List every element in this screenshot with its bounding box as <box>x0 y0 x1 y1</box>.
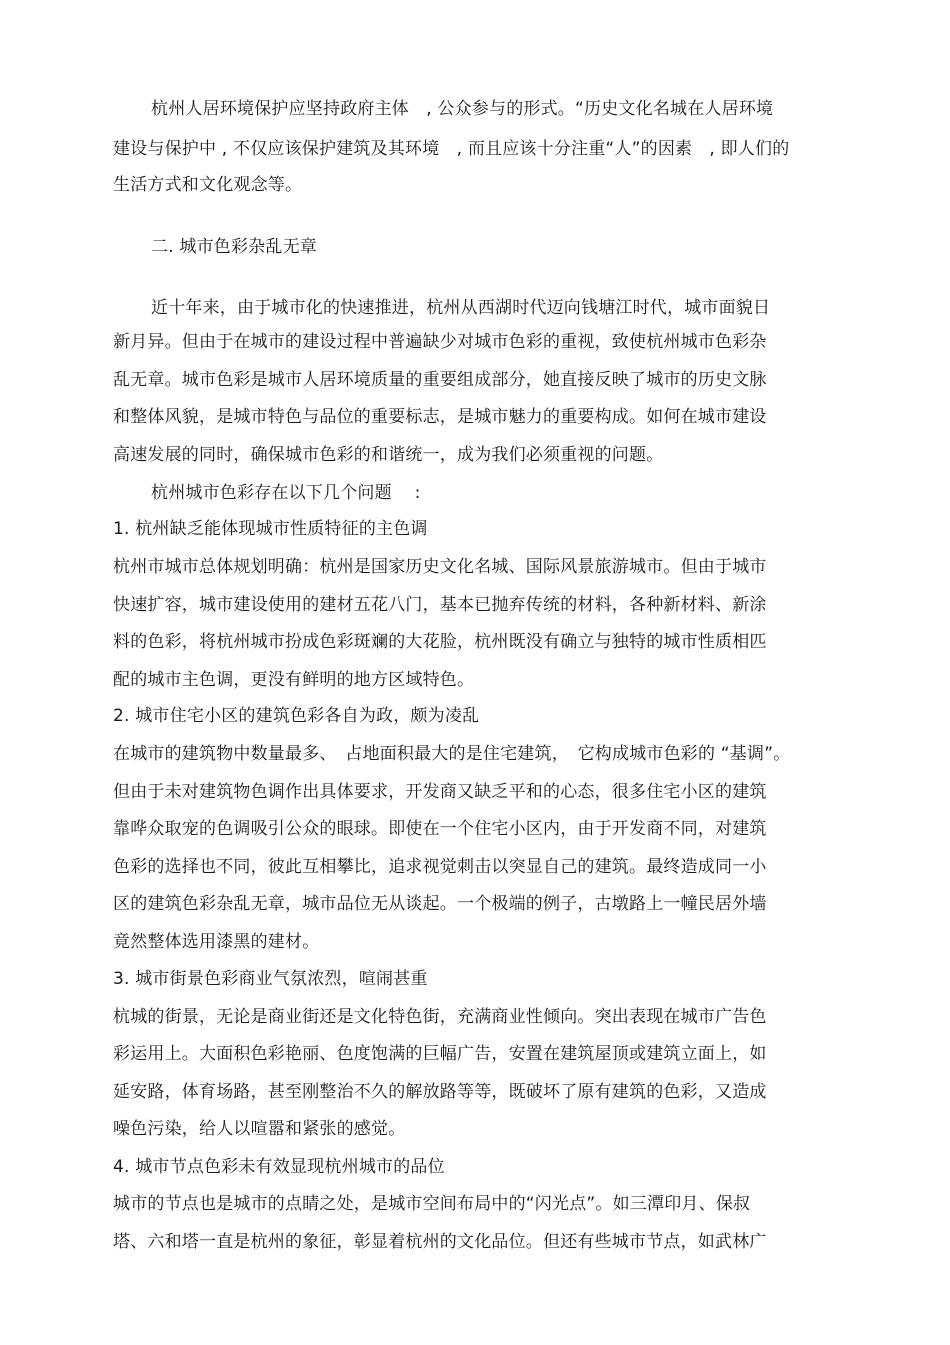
text-line: 城市的节点也是城市的点睛之处，是城市空间布局中的“闪光点”。如三潭印月、保叔 <box>113 1194 751 1214</box>
text-line: 色彩的选择也不同，彼此互相攀比，追求视觉刺击以突显自己的建筑。最终造成同一小 <box>113 857 767 877</box>
text-line: 快速扩容，城市建设使用的建材五花八门，基本已抛弃传统的材料，各种新材料、新涂 <box>113 595 767 615</box>
text-line: 近十年来，由于城市化的快速推进，杭州从西湖时代迈向钱塘江时代，城市面貌日 <box>151 298 771 318</box>
list-heading: 1. 杭州缺乏能体现城市性质特征的主色调 <box>113 519 428 539</box>
text-line: 杭州城市色彩存在以下几个问题 : <box>151 483 421 503</box>
text-line: 杭州市城市总体规划明确：杭州是国家历史文化名城、国际风景旅游城市。但由于城市 <box>113 557 767 577</box>
text-line: 靠哗众取宠的色调吸引公众的眼球。即使在一个住宅小区内，由于开发商不同，对建筑 <box>113 819 767 839</box>
text-line: 和整体风貌，是城市特色与品位的重要标志，是城市魅力的重要构成。如何在城市建设 <box>113 407 767 427</box>
text-line: 杭州人居环境保护应坚持政府主体 , 公众参与的形式。“历史文化名城在人居环境 <box>151 99 774 119</box>
list-heading: 3. 城市街景色彩商业气氛浓烈，喧闹甚重 <box>113 969 428 989</box>
list-heading: 2. 城市住宅小区的建筑色彩各自为政，颇为凌乱 <box>113 706 480 726</box>
text-line: 杭城的街景，无论是商业街还是文化特色街，充满商业性倾向。突出表现在城市广告色 <box>113 1007 767 1027</box>
text-line: 在城市的建筑物中数量最多、 占地面积最大的是住宅建筑， 它构成城市色彩的 “基调”。 <box>113 744 791 764</box>
text-line: 区的建筑色彩杂乱无章，城市品位无从谈起。一个极端的例子，古墩路上一幢民居外墙 <box>113 894 767 914</box>
text-line: 料的色彩，将杭州城市扮成色彩斑斓的大花脸，杭州既没有确立与独特的城市性质相匹 <box>113 632 767 652</box>
text-line: 噪色污染，给人以喧嚣和紧张的感觉。 <box>113 1119 406 1139</box>
section-heading: 二. 城市色彩杂乱无章 <box>151 237 318 257</box>
text-line: 但由于未对建筑物色调作出具体要求，开发商又缺乏平和的心态，很多住宅小区的建筑 <box>113 782 767 802</box>
text-line: 生活方式和文化观念等。 <box>113 175 303 195</box>
text-line: 延安路，体育场路，甚至刚整治不久的解放路等等，既破坏了原有建筑的色彩，又造成 <box>113 1082 767 1102</box>
text-line: 高速发展的同时，确保城市色彩的和谐统一，成为我们必须重视的问题。 <box>113 445 664 465</box>
text-line: 配的城市主色调，更没有鲜明的地方区域特色。 <box>113 670 475 690</box>
text-line: 新月异。但由于在城市的建设过程中普遍缺少对城市色彩的重视，致使杭州城市色彩杂 <box>113 332 767 352</box>
text-line: 乱无章。城市色彩是城市人居环境质量的重要组成部分，她直接反映了城市的历史文脉 <box>113 370 767 390</box>
text-line: 塔、六和塔一直是杭州的象征，彰显着杭州的文化品位。但还有些城市节点，如武林广 <box>113 1232 767 1252</box>
text-line: 竟然整体选用漆黑的建材。 <box>113 932 320 952</box>
text-line: 建设与保护中 , 不仅应该保护建筑及其环境 , 而且应该十分注重“人”的因素 , 即人们的 <box>113 139 790 159</box>
text-line: 彩运用上。大面积色彩艳丽、色度饱满的巨幅广告，安置在建筑屋顶或建筑立面上，如 <box>113 1044 767 1064</box>
list-heading: 4. 城市节点色彩未有效显现杭州城市的品位 <box>113 1157 445 1177</box>
